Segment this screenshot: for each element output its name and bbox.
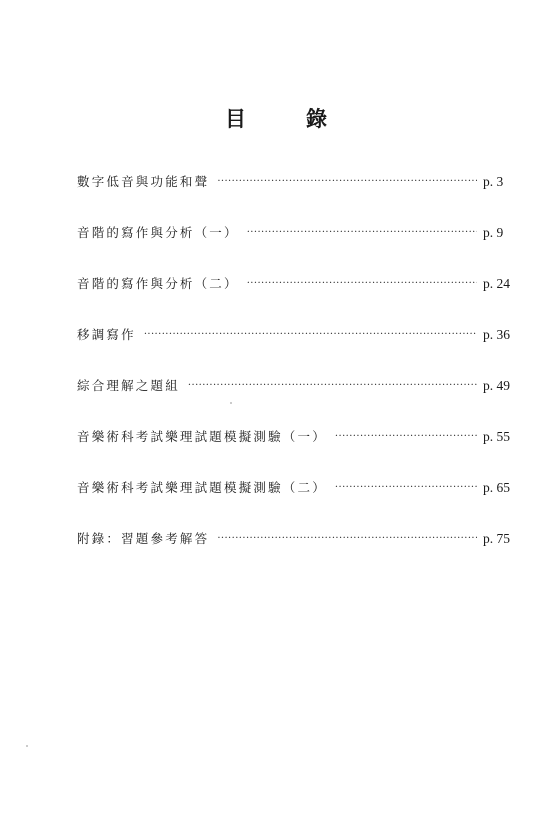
toc-entry-page: p. 9: [483, 225, 504, 240]
toc-leader-dots: [217, 533, 477, 544]
paper-speck: [230, 402, 232, 404]
toc-entry[interactable]: [77, 529, 517, 549]
toc-entry[interactable]: [77, 376, 517, 396]
toc-entry-label: 綜合理解之題組: [77, 378, 180, 393]
toc-heading: [0, 103, 552, 133]
toc-leader-dots: [144, 329, 477, 340]
toc-entry-page: p. 36: [483, 327, 510, 342]
toc-entry-label: 附錄：習題參考解答: [77, 531, 210, 546]
toc-entry-label: 音階的寫作與分析（一）: [77, 225, 239, 240]
toc-heading-char-2: 錄: [306, 106, 327, 131]
toc-entry-label: 數字低音與功能和聲: [77, 174, 210, 189]
toc-heading-char-1: 目: [225, 106, 246, 131]
toc-entry[interactable]: [77, 478, 517, 498]
toc-list: [77, 172, 517, 549]
toc-entry[interactable]: [77, 325, 517, 345]
toc-entry-label: 移調寫作: [77, 327, 136, 342]
toc-leader-dots: [247, 227, 477, 238]
toc-entry-page: p. 75: [483, 531, 510, 546]
toc-leader-dots: [335, 431, 477, 442]
toc-entry[interactable]: [77, 427, 517, 447]
toc-entry[interactable]: [77, 223, 517, 243]
toc-entry[interactable]: [77, 172, 517, 192]
toc-entry-page: p. 49: [483, 378, 510, 393]
toc-entry-label: 音樂術科考試樂理試題模擬測驗（一）: [77, 429, 327, 444]
toc-leader-dots: [335, 482, 477, 493]
toc-leader-dots: [247, 278, 477, 289]
toc-entry[interactable]: [77, 274, 517, 294]
toc-entry-label: 音階的寫作與分析（二）: [77, 276, 239, 291]
toc-entry-label: 音樂術科考試樂理試題模擬測驗（二）: [77, 480, 327, 495]
toc-entry-page: p. 24: [483, 276, 510, 291]
toc-leader-dots: [217, 176, 477, 187]
paper-speck: [26, 745, 28, 747]
toc-entry-page: p. 3: [483, 174, 504, 189]
toc-leader-dots: [188, 380, 477, 391]
toc-entry-page: p. 65: [483, 480, 510, 495]
toc-entry-page: p. 55: [483, 429, 510, 444]
